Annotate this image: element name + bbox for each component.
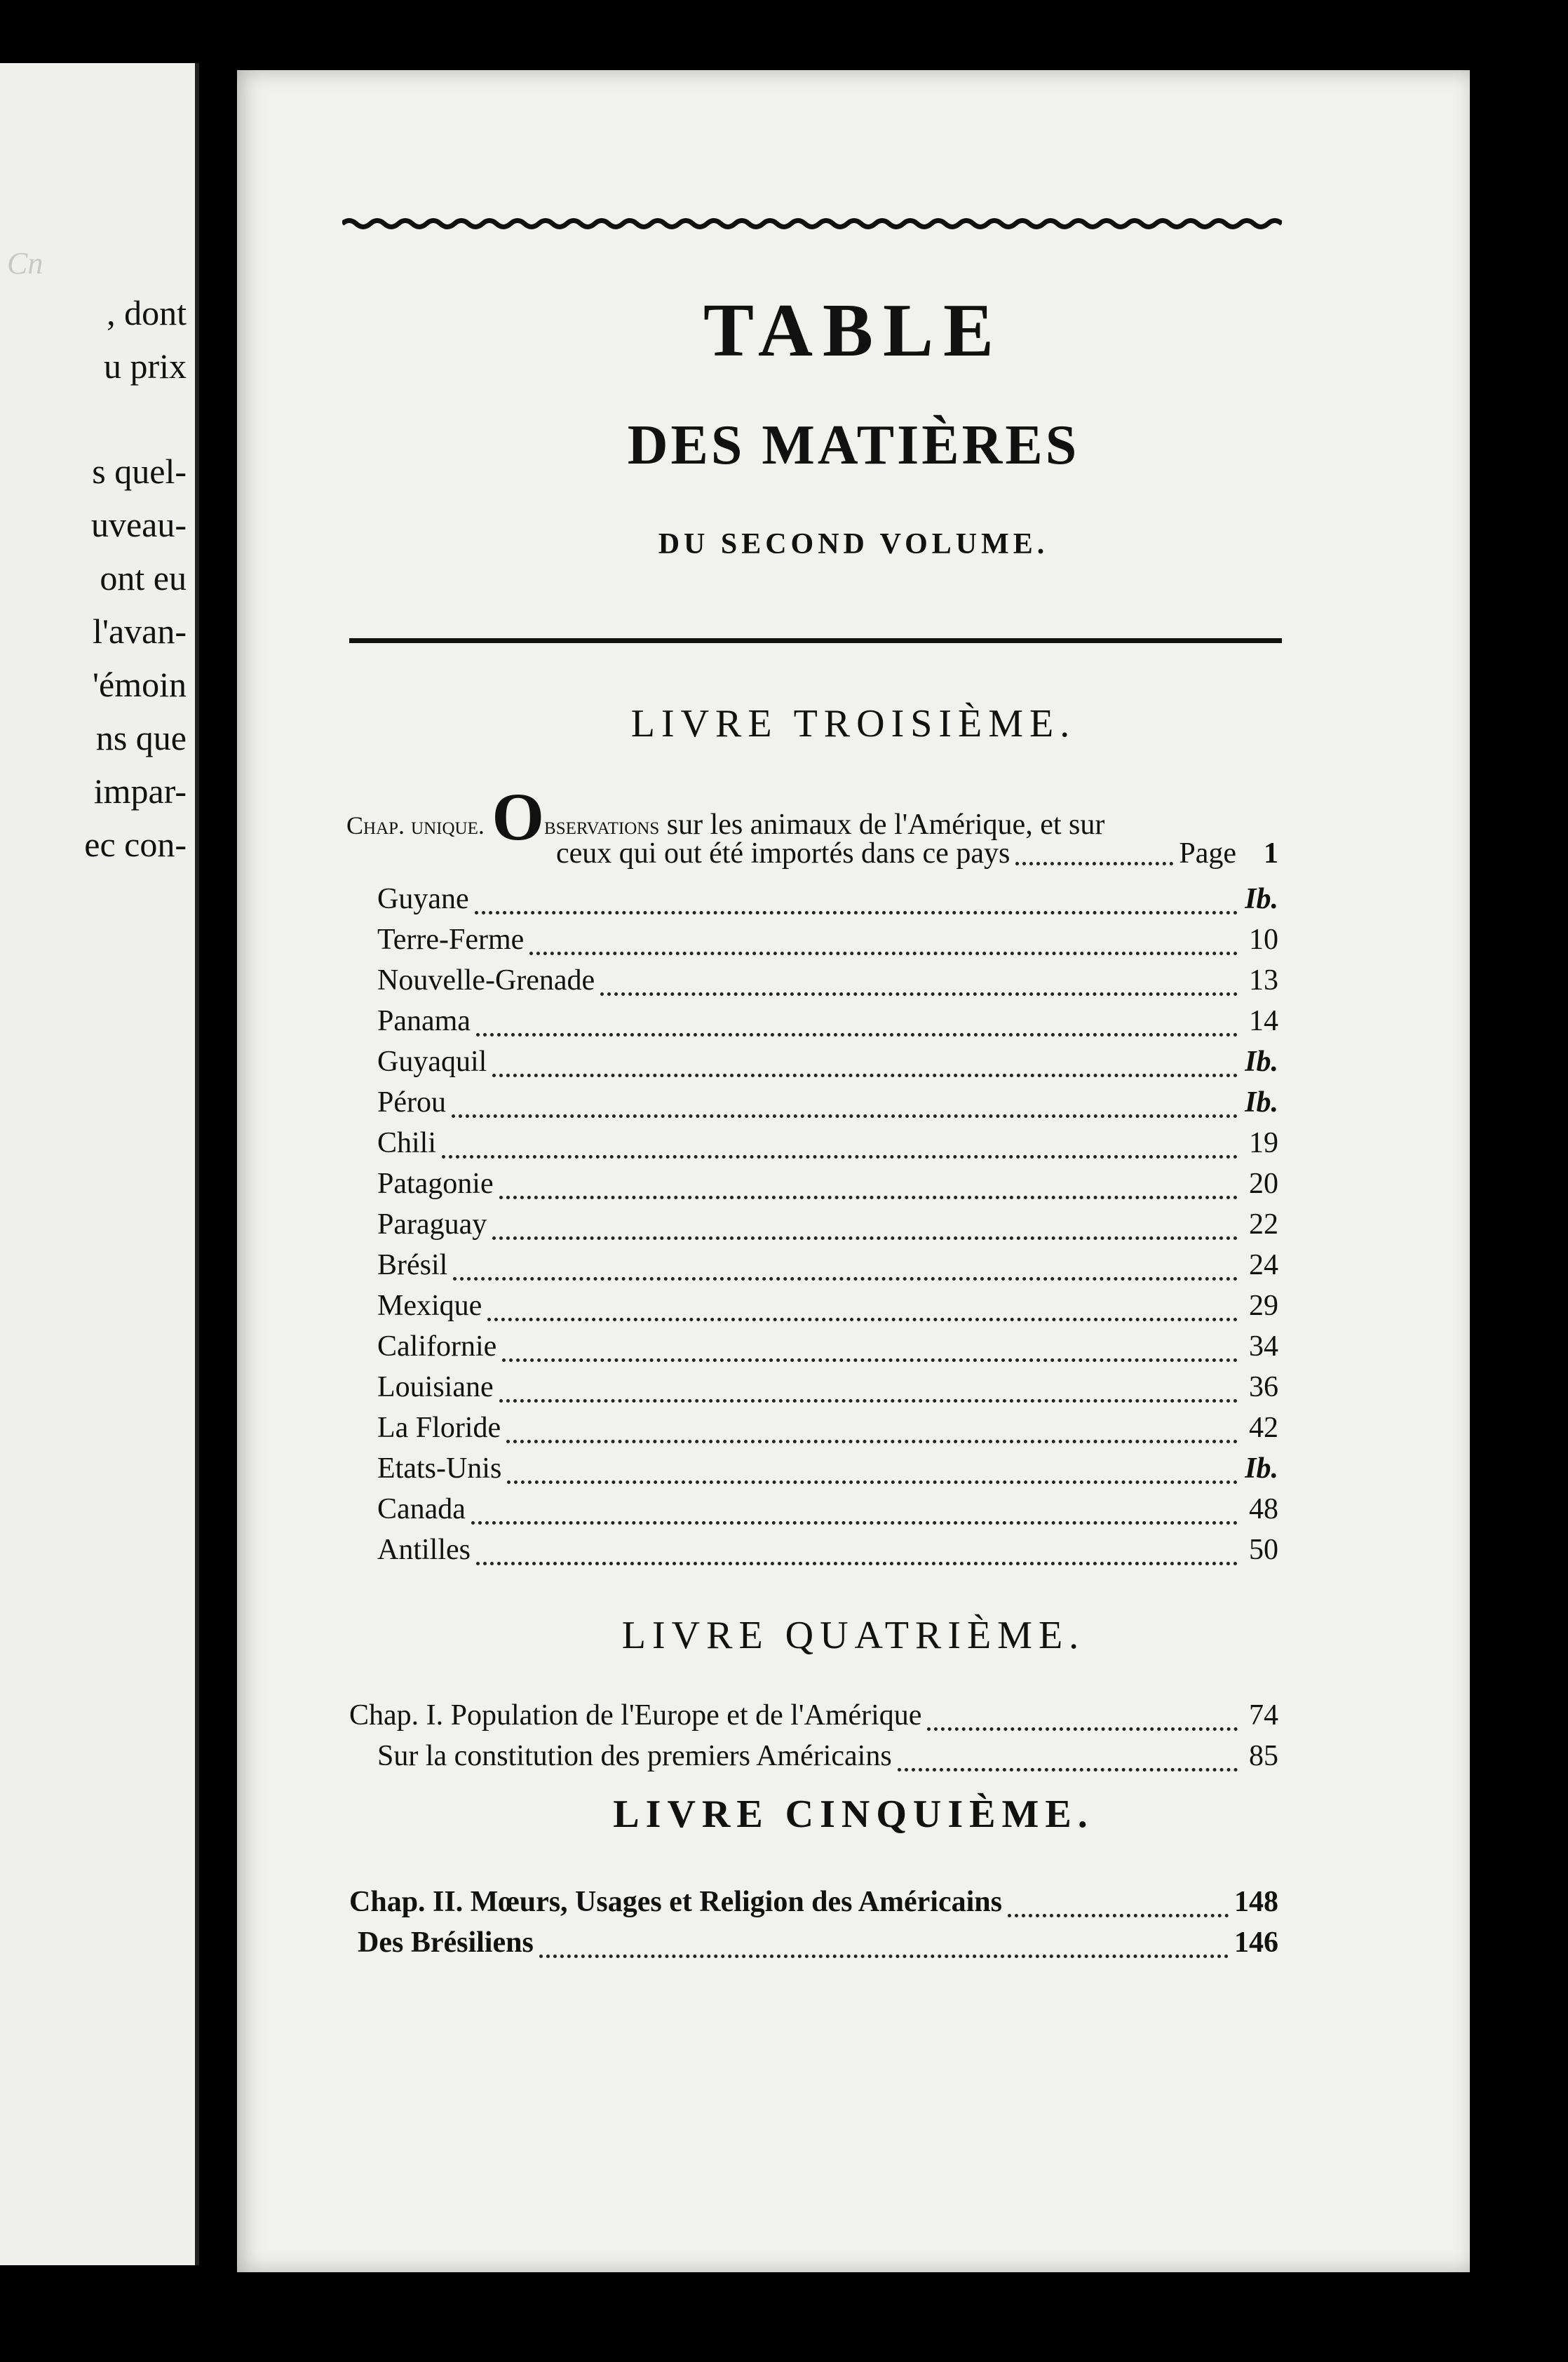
toc-entry-label: Pérou — [377, 1086, 446, 1119]
left-page-line: impar- — [93, 771, 187, 811]
toc-entry — [377, 882, 1278, 923]
chapter-keyword: bservations — [544, 811, 660, 839]
toc-entry-label: Des Brésiliens — [358, 1926, 534, 1959]
leader-dots — [506, 1440, 1238, 1443]
left-page-line: uveau- — [90, 505, 187, 544]
drop-initial: O — [492, 779, 545, 854]
toc-entry-label: Mexique — [377, 1290, 482, 1322]
leader-dots — [502, 1358, 1238, 1362]
toc-entry-label: Guyaquil — [377, 1046, 487, 1078]
leader-dots — [492, 1074, 1238, 1077]
toc-entry-label: Canada — [377, 1493, 466, 1525]
chapter-continuation — [556, 837, 1278, 870]
toc-entry — [377, 964, 1278, 1004]
toc-entry-page: 19 — [1249, 1127, 1278, 1159]
toc-entry-page: 85 — [1249, 1740, 1278, 1772]
leader-dots — [487, 1318, 1238, 1321]
toc-entry — [377, 1289, 1278, 1330]
toc-entry-label: Louisiane — [377, 1371, 494, 1403]
leader-dots — [492, 1236, 1238, 1240]
toc-entry-label: Californie — [377, 1330, 497, 1363]
leader-dots — [1008, 1914, 1229, 1917]
toc-entry — [377, 1126, 1278, 1167]
toc-entry-page: 20 — [1249, 1168, 1278, 1200]
ornamental-rule — [342, 217, 1282, 230]
toc-entry — [349, 1885, 1278, 1926]
toc-entry — [377, 1739, 1278, 1780]
leader-dots — [539, 1955, 1229, 1958]
toc-entry-page: 42 — [1249, 1412, 1278, 1444]
book-heading: LIVRE QUATRIÈME. — [621, 1614, 1086, 1657]
toc-entry-label: Guyane — [377, 883, 469, 915]
toc-entry-page: Ib. — [1245, 1086, 1278, 1119]
leader-dots — [499, 1399, 1238, 1403]
toc-entry-page: 24 — [1249, 1249, 1278, 1281]
leader-dots — [529, 952, 1238, 955]
toc-entry — [377, 1248, 1278, 1289]
left-page-line: ont eu — [100, 558, 187, 598]
toc-entry-label: Brésil — [377, 1249, 448, 1281]
chapter-prefix: Chap. unique. — [346, 811, 485, 839]
toc-entry — [377, 1167, 1278, 1208]
book-heading: LIVRE CINQUIÈME. — [613, 1793, 1094, 1836]
leader-dots — [927, 1727, 1238, 1731]
left-page-line: , dont — [107, 293, 187, 332]
leader-dots — [600, 992, 1238, 996]
toc-entry — [377, 1452, 1278, 1492]
page-number: 1 — [1264, 837, 1278, 870]
left-page-line: ns que — [95, 718, 187, 757]
toc-entry-label: La Floride — [377, 1412, 501, 1444]
toc-entry — [358, 1926, 1278, 1966]
toc-entry — [377, 1045, 1278, 1086]
toc-entry-label: Terre-Ferme — [377, 924, 525, 956]
leader-dots — [442, 1155, 1238, 1159]
left-page-line: ec con- — [84, 825, 187, 864]
leader-dots — [499, 1196, 1238, 1199]
toc-entry-page: 74 — [1249, 1699, 1278, 1732]
toc-entry-label: Patagonie — [377, 1168, 494, 1200]
toc-entry-label: Paraguay — [377, 1208, 487, 1241]
toc-entry-page: Ib. — [1245, 883, 1278, 915]
leader-dots — [476, 1033, 1238, 1037]
toc-entry-page: 36 — [1249, 1371, 1278, 1403]
toc-entry-page: 14 — [1249, 1005, 1278, 1037]
toc-entry-page: 48 — [1249, 1493, 1278, 1525]
toc-page — [237, 70, 1470, 2272]
toc-entry-page: 50 — [1249, 1534, 1278, 1566]
toc-entry-label: Sur la constitution des premiers Américains — [377, 1740, 892, 1772]
toc-entry-page: 22 — [1249, 1208, 1278, 1241]
page-title: TABLE — [703, 289, 1004, 372]
leader-dots — [453, 1277, 1238, 1281]
page-subtitle: DES MATIÈRES — [627, 414, 1080, 476]
toc-entry-page: 13 — [1249, 964, 1278, 997]
left-page-line: l'avan- — [93, 612, 187, 651]
leader-dots — [452, 1114, 1238, 1118]
toc-entry — [349, 1699, 1278, 1739]
toc-entry-page: 34 — [1249, 1330, 1278, 1363]
bleed-through-text: Cn — [7, 246, 43, 281]
toc-entry — [377, 1330, 1278, 1370]
chapter-title: sur les animaux de l'Amérique, et sur — [659, 809, 1105, 841]
toc-entry — [377, 1411, 1278, 1452]
toc-entry-label: Etats-Unis — [377, 1452, 502, 1485]
leader-dots — [898, 1768, 1238, 1771]
volume-label: DU SECOND VOLUME. — [658, 528, 1049, 560]
toc-entry-page: 148 — [1234, 1886, 1278, 1918]
toc-entry — [377, 1208, 1278, 1248]
toc-entry-label: Panama — [377, 1005, 471, 1037]
leader-dots — [471, 1521, 1238, 1525]
book-heading: LIVRE TROISIÈME. — [630, 702, 1076, 745]
left-page-line: s quel- — [92, 452, 187, 491]
toc-entry-label: Chap. II. Mœurs, Usages et Religion des Américains — [349, 1886, 1002, 1918]
adjacent-page — [0, 63, 199, 2265]
chapter-continuation-text: ceux qui out été importés dans ce pays — [556, 837, 1011, 870]
toc-entry-label: Antilles — [377, 1534, 471, 1566]
toc-entry — [377, 1004, 1278, 1045]
toc-entry — [377, 1086, 1278, 1126]
leader-dots — [476, 1562, 1238, 1565]
toc-entry — [377, 1370, 1278, 1411]
toc-entry-page: Ib. — [1245, 1452, 1278, 1485]
toc-entry — [377, 923, 1278, 964]
toc-entry-label: Chap. I. Population de l'Europe et de l'Amérique — [349, 1699, 922, 1732]
toc-entry — [377, 1533, 1278, 1574]
leader-dots — [507, 1480, 1238, 1484]
toc-entry-page: 10 — [1249, 924, 1278, 956]
toc-entry-page: 29 — [1249, 1290, 1278, 1322]
toc-entry-label: Chili — [377, 1127, 437, 1159]
toc-entry — [377, 1492, 1278, 1533]
left-page-line: 'émoin — [93, 665, 187, 704]
page-label: Page — [1179, 837, 1236, 870]
leader-dots — [1015, 862, 1173, 865]
toc-entry-page: 146 — [1234, 1926, 1278, 1959]
divider-rule — [349, 638, 1282, 643]
leader-dots — [475, 911, 1238, 915]
toc-entry-label: Nouvelle-Grenade — [377, 964, 595, 997]
left-page-line: u prix — [103, 346, 187, 386]
toc-entry-page: Ib. — [1245, 1046, 1278, 1078]
